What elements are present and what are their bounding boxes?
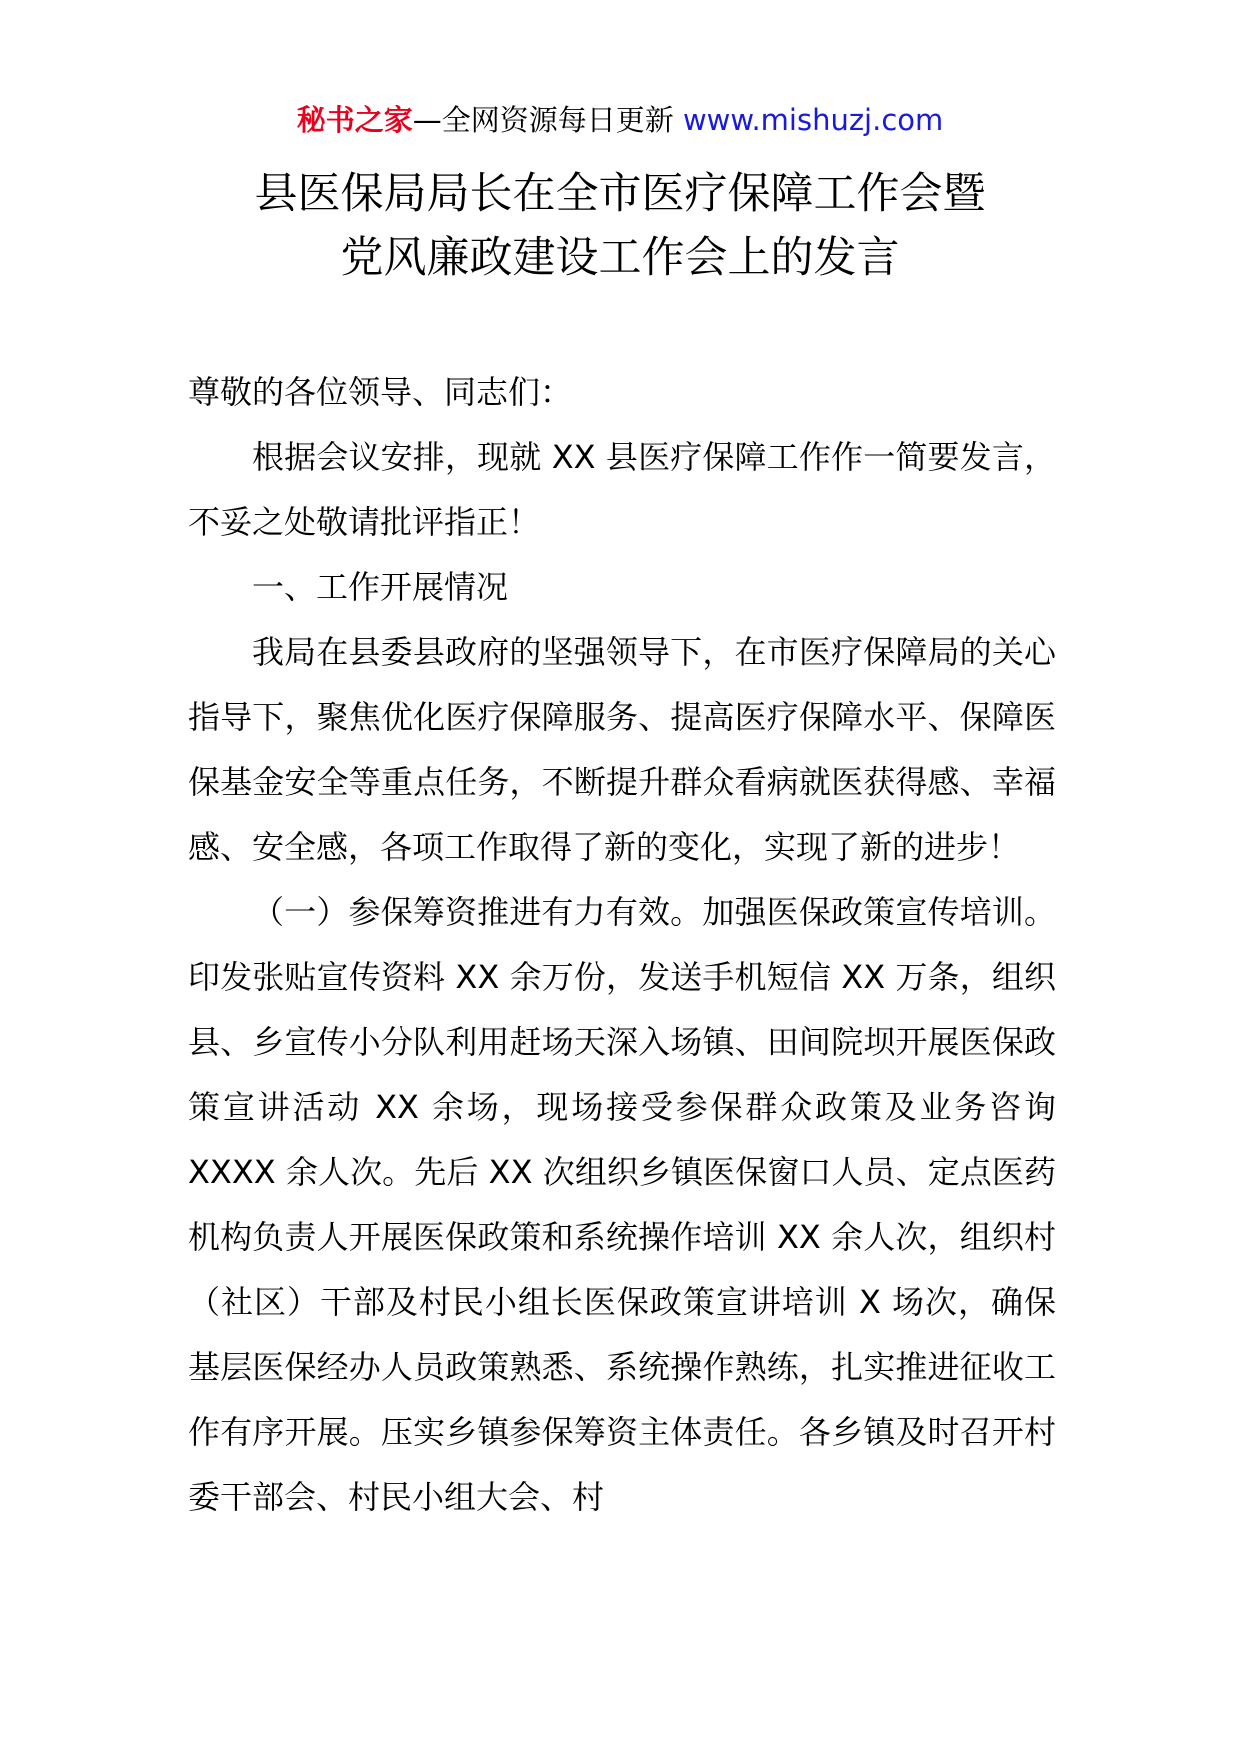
document-body: [188, 360, 1056, 1530]
title-line-2: 党风廉政建设工作会上的发言: [340, 233, 900, 283]
site-slogan: —全网资源每日更新: [412, 103, 683, 137]
section-heading: 一、工作开展情况: [252, 568, 509, 606]
site-header: [0, 100, 1240, 140]
paragraph-overview: 我局在县委县政府的坚强领导下，在市医疗保障局的关心指导下，聚焦优化医疗保障服务、提高医疗保障水平、保障医保基金安全等重点任务，不断提升群众看病就医获得感、幸福感、安全感，各项工作取得了新的变化，实现了新的进步！: [188, 633, 1056, 866]
salutation: 尊敬的各位领导、同志们：: [188, 373, 573, 411]
document-title: [0, 162, 1240, 290]
paragraph-intro: 根据会议安排，现就 XX 县医疗保障工作作一简要发言，不妥之处敬请批评指正！: [188, 438, 1056, 541]
site-url-link[interactable]: www.mishuzj.com: [682, 103, 944, 137]
paragraph-subsection-1: （一）参保筹资推进有力有效。加强医保政策宣传培训。印发张贴宣传资料 XX 余万份，发送手机短信 XX 万条，组织县、乡宣传小分队利用赶场天深入场镇、田间院坝开展医保政策宣讲活动 XX 余场，现场接受参保群众政策及业务咨询 XXXX 余人次。先后 XX 次组织乡镇医保窗口人员、定点医药机构负责人开展医保政策和系统操作培训 XX 余人次，组织村（社区）干部及村民小组长医保政策宣讲培训 X 场次，确保基层医保经办人员政策熟悉、系统操作熟练，扎实推进征收工作有序开展。压实乡镇参保筹资主体责任。各乡镇及时召开村委干部会、村民小组大会、村: [188, 893, 1056, 1516]
site-name: 秘书之家: [296, 103, 413, 137]
title-line-1: 县医保局局长在全市医疗保障工作会暨: [254, 169, 986, 219]
